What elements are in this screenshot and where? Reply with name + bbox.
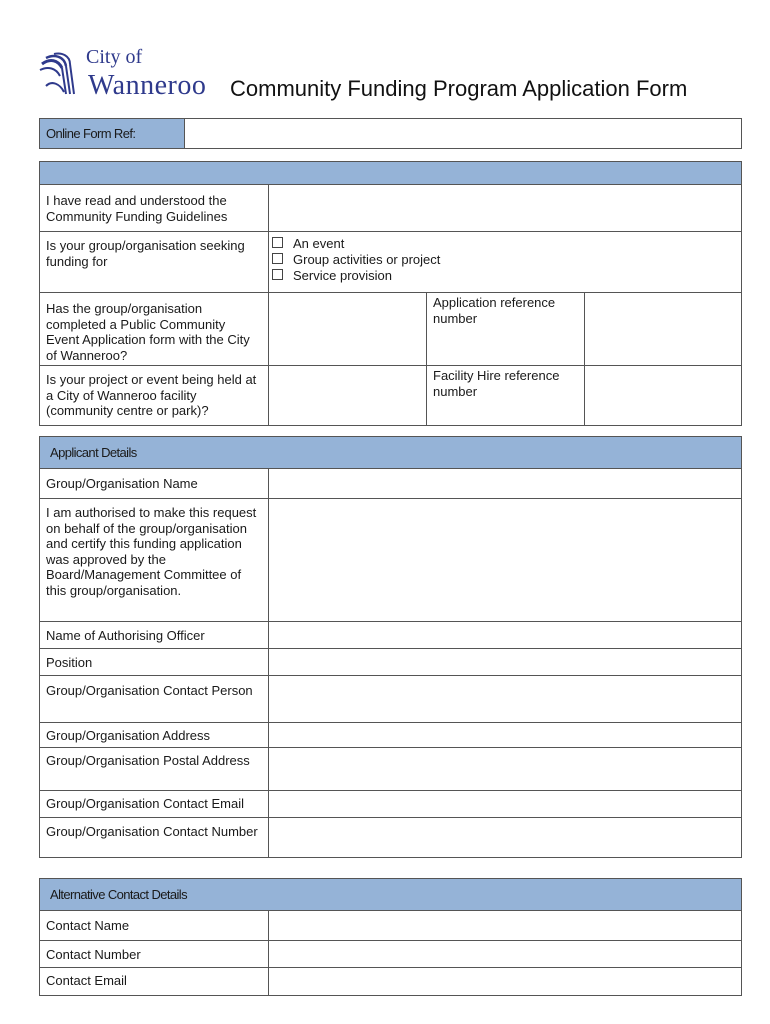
applicant-table <box>39 436 742 858</box>
checkbox-service-provision[interactable] <box>272 269 283 280</box>
facility-ref-label: Facility Hire reference number <box>427 366 585 426</box>
alternative-header: Alternative Contact Details <box>40 879 742 911</box>
contact-email-input[interactable] <box>269 791 742 818</box>
authorisation-input[interactable] <box>269 499 742 622</box>
seeking-label: Is your group/organisation seeking funding for <box>40 232 269 293</box>
field-label: Contact Number <box>40 941 269 968</box>
checkbox-event[interactable] <box>272 237 283 248</box>
field-label: I am authorised to make this request on behalf of the group/organisation and certify this funding application was approved by the Board/Management Committee of this group/organisation. <box>40 499 269 622</box>
field-label: Group/Organisation Contact Number <box>40 818 269 858</box>
field-label: Group/Organisation Address <box>40 723 269 748</box>
eligibility-table <box>39 161 742 426</box>
field-label: Name of Authorising Officer <box>40 622 269 649</box>
online-ref-table <box>39 118 742 149</box>
alt-contact-name-input[interactable] <box>269 911 742 941</box>
alt-contact-email-input[interactable] <box>269 968 742 996</box>
app-ref-input[interactable] <box>585 293 742 366</box>
applicant-header: Applicant Details <box>40 437 742 469</box>
facility-label: Is your project or event being held at a City of Wanneroo facility (community centre or park)? <box>40 366 269 426</box>
alternative-contact-table <box>39 878 742 996</box>
position-input[interactable] <box>269 649 742 676</box>
group-name-input[interactable] <box>269 469 742 499</box>
field-label: Group/Organisation Contact Email <box>40 791 269 818</box>
option-event[interactable]: An event <box>272 236 735 252</box>
public-event-label: Has the group/organisation completed a Public Community Event Application form with the City of Wanneroo? <box>40 293 269 366</box>
field-label: Contact Email <box>40 968 269 996</box>
seeking-options <box>269 232 742 293</box>
option-group-activities[interactable]: Group activities or project <box>272 252 735 268</box>
public-event-input[interactable] <box>269 293 427 366</box>
address-input[interactable] <box>269 723 742 748</box>
eligibility-header <box>40 162 742 185</box>
postal-address-input[interactable] <box>269 748 742 791</box>
wanneroo-emblem-icon <box>36 50 84 96</box>
read-guidelines-label: I have read and understood the Community Funding Guidelines <box>40 185 269 232</box>
contact-person-input[interactable] <box>269 676 742 723</box>
city-logo <box>36 46 226 102</box>
option-service-provision[interactable]: Service provision <box>272 268 735 284</box>
logo-line-2: Wanneroo <box>88 70 207 101</box>
field-label: Group/Organisation Name <box>40 469 269 499</box>
field-label: Position <box>40 649 269 676</box>
contact-number-input[interactable] <box>269 818 742 858</box>
app-ref-label: Application reference number <box>427 293 585 366</box>
field-label: Group/Organisation Contact Person <box>40 676 269 723</box>
read-guidelines-input[interactable] <box>269 185 742 232</box>
field-label: Group/Organisation Postal Address <box>40 748 269 791</box>
facility-input[interactable] <box>269 366 427 426</box>
field-label: Contact Name <box>40 911 269 941</box>
logo-line-1: City of <box>86 46 143 68</box>
authorising-officer-input[interactable] <box>269 622 742 649</box>
checkbox-group-activities[interactable] <box>272 253 283 264</box>
online-ref-label: Online Form Ref: <box>40 119 185 149</box>
facility-ref-input[interactable] <box>585 366 742 426</box>
alt-contact-number-input[interactable] <box>269 941 742 968</box>
page-title: Community Funding Program Application Form <box>230 76 688 101</box>
online-ref-input[interactable] <box>185 119 742 149</box>
